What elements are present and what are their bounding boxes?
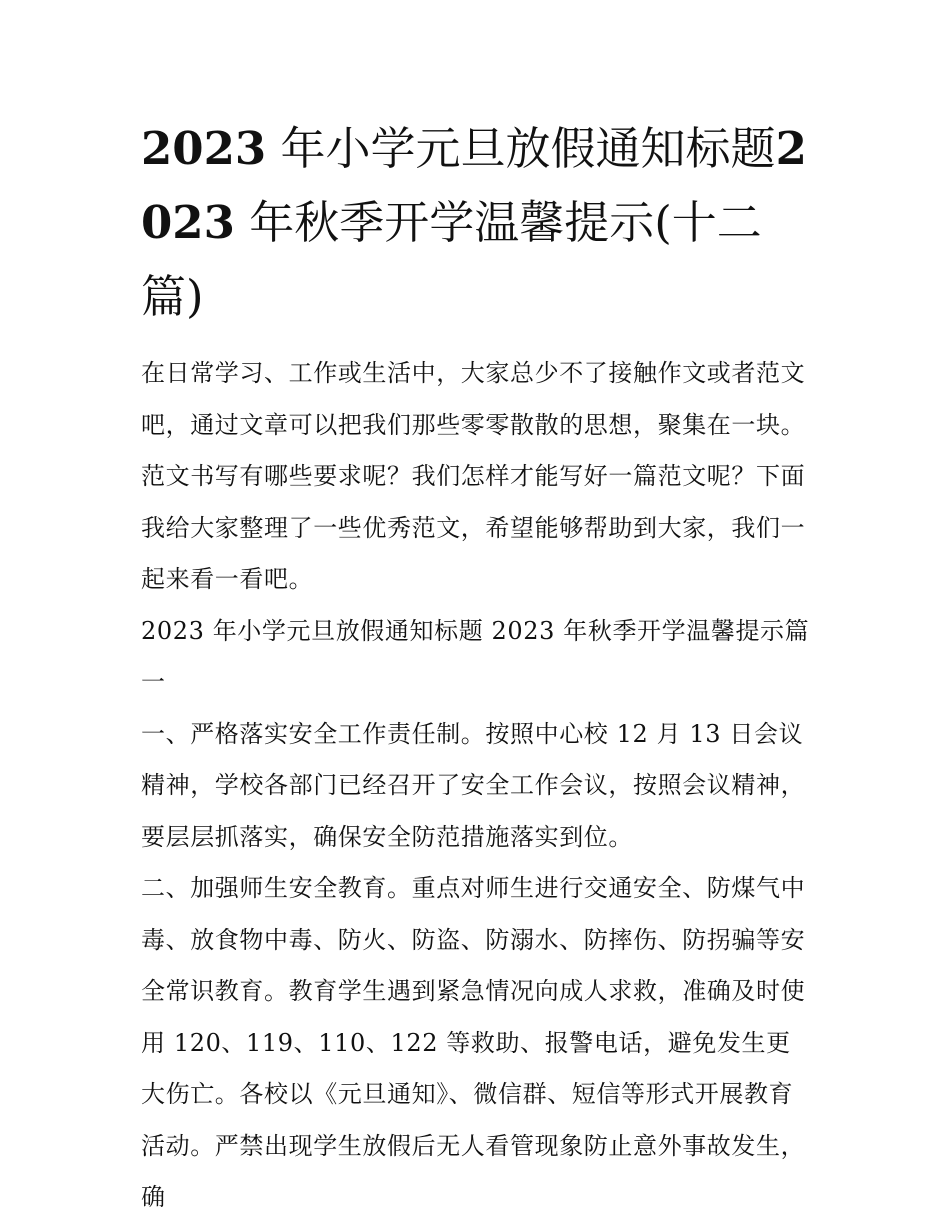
title-year-1: 2023	[141, 122, 267, 175]
document-page	[141, 112, 813, 1224]
paragraph-item-2: 二、加强师生安全教育。重点对师生进行交通安全、防煤气中毒、放食物中毒、防火、防盗、防溺水、防摔伤、防拐骗等安全常识教育。教育学生遇到紧急情况向成人求救，准确及时使用 120、119、110、122 等救助、报警电话，避免发生更大伤亡。各校以《元旦通知》、微信群、短信等形式开展教育活动。严禁出现学生放假后无人看管现象防止意外事故发生，确	[141, 874, 806, 1211]
title-text-1: 年小学元旦放假通知标题	[266, 122, 776, 175]
section-heading: 2023 年小学元旦放假通知标题 2023 年秋季开学温馨提示篇一	[141, 616, 810, 696]
document-title	[141, 112, 813, 334]
paragraph-item-1: 一、严格落实安全工作责任制。按照中心校 12 月 13 日会议精神，学校各部门已经召开了安全工作会议，按照会议精神，要层层抓落实，确保安全防范措施落实到位。	[141, 719, 806, 851]
title-text-2: 年秋季开学温馨提示(十二篇)	[141, 196, 762, 323]
intro-paragraph: 在日常学习、工作或生活中，大家总少不了接触作文或者范文吧，通过文章可以把我们那些零零散散的思想，聚集在一块。范文书写有哪些要求呢？我们怎样才能写好一篇范文呢？下面我给大家整理了一些优秀范文，希望能够帮助到大家，我们一起来看一看吧。	[141, 359, 806, 593]
title-year-2: 2023	[141, 122, 807, 249]
